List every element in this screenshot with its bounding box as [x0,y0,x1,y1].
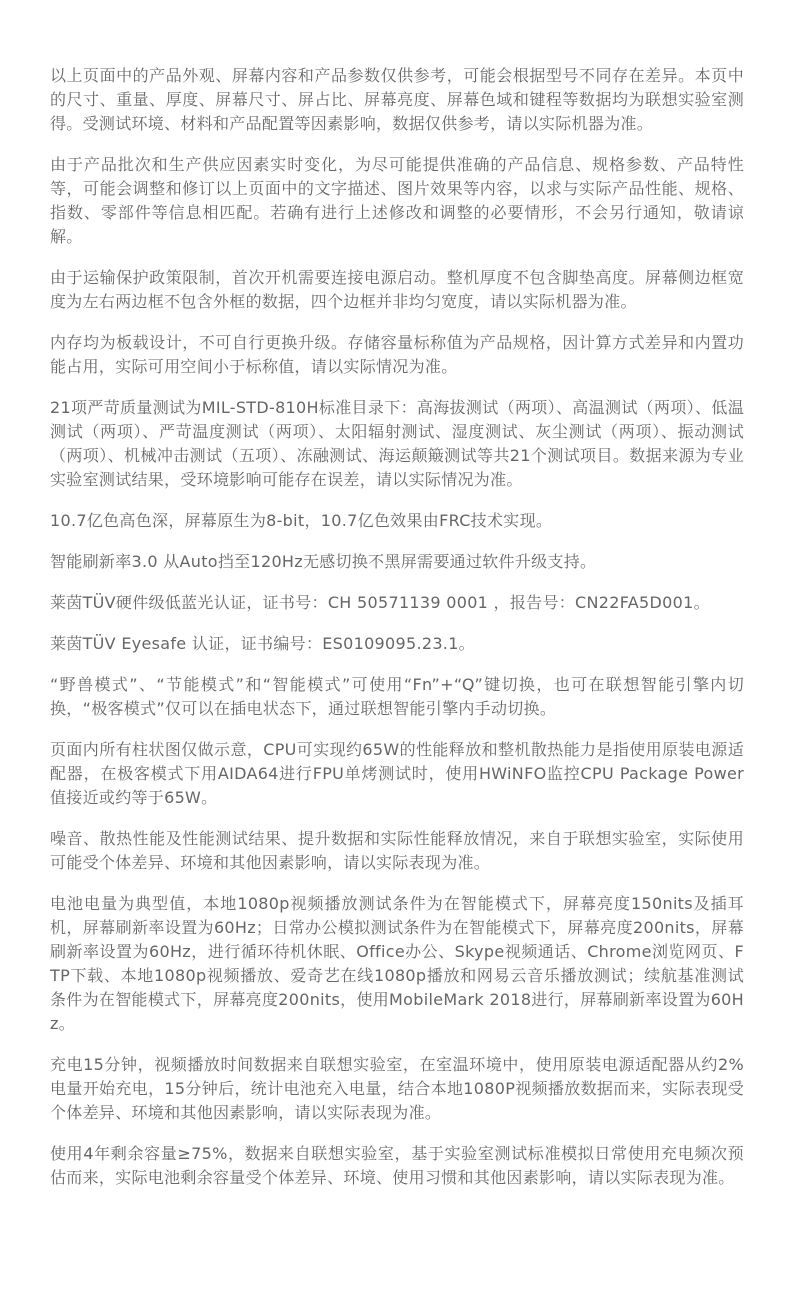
note-cpu-power: 页面内所有柱状图仅做示意，CPU可实现约65W的性能释放和整机散热能力是指使用原装电源适配器，在极客模式下用AIDA64进行FPU单烤测试时，使用HWiNFO监控CPU Package Power值接近或约等于65W。 [50,740,744,807]
note-noise-thermal: 噪音、散热性能及性能测试结果、提升数据和实际性能释放情况，来自于联想实验室，实际使用可能受个体差异、环境和其他因素影响，请以实际表现为准。 [50,829,744,872]
note-performance-modes: “野兽模式”、“节能模式”和“智能模式”可使用“Fn”+“Q”键切换，也可在联想智能引擎内切换，“极客模式”仅可以在插电状态下，通过联想智能引擎内手动切换。 [50,675,744,718]
note-first-boot-power: 由于运输保护政策限制，首次开机需要连接电源启动。整机厚度不包含脚垫高度。屏幕侧边框宽度为左右两边框不包含外框的数据，四个边框并非均匀宽度，请以实际机器为准。 [50,268,744,311]
note-color-depth: 10.7亿色高色深，屏幕原生为8-bit，10.7亿色效果由FRC技术实现。 [50,511,553,530]
note-content-revision: 由于产品批次和生产供应因素实时变化，为尽可能提供准确的产品信息、规格参数、产品特性等，可能会调整和修订以上页面中的文字描述、图片效果等内容，以求与实际产品性能、规格、指数、零部件等信息相匹配。若确有进行上述修改和调整的必要情形，不会另行通知，敬请谅解。 [50,155,744,246]
note-fast-charge: 充电15分钟，视频播放时间数据来自联想实验室，在室温环境中，使用原装电源适配器从约2%电量开始充电，15分钟后，统计电池充入电量，结合本地1080P视频播放数据而来，实际表现受个体差异、环境和其他因素影响，请以实际表现为准。 [50,1055,744,1122]
note-mil-std-testing: 21项严苛质量测试为MIL-STD-810H标准目录下：高海拔测试（两项）、高温测试（两项）、低温测试（两项）、严苛温度测试（两项）、太阳辐射测试、湿度测试、灰尘测试（两项）、振动测试（两项）、机械冲击测试（五项）、冻融测试、海运颠簸测试等共21个测试项目。数据来源为专业实验室测试结果，受环境影响可能存在误差，请以实际情况为准。 [50,398,744,489]
note-battery-capacity: 使用4年剩余容量≥75%，数据来自联想实验室，基于实验室测试标准模拟日常使用充电频次预估而来，实际电池剩余容量受个体差异、环境、使用习惯和其他因素影响，请以实际表现为准。 [50,1144,744,1187]
note-refresh-rate: 智能刷新率3.0 从Auto挡至120Hz无感切换不黑屏需要通过软件升级支持。 [50,552,597,571]
note-tuv-eyesafe: 莱茵TÜV Eyesafe 认证，证书编号：ES0109095.23.1。 [50,634,475,653]
note-memory-storage: 内存均为板载设计，不可自行更换升级。存储容量标称值为产品规格，因计算方式差异和内置功能占用，实际可用空间小于标称值，请以实际情况为准。 [50,333,744,376]
disclaimer-notes [50,64,744,1207]
note-tuv-low-blue-light: 莱茵TÜV硬件级低蓝光认证，证书号：CH 50571139 0001 ，报告号：CN22FA5D001。 [50,593,710,612]
note-appearance-reference: 以上页面中的产品外观、屏幕内容和产品参数仅供参考，可能会根据型号不同存在差异。本页中的尺寸、重量、厚度、屏幕尺寸、屏占比、屏幕亮度、屏幕色域和键程等数据均为联想实验室测得。受测试环境、材料和产品配置等因素影响，数据仅供参考，请以实际机器为准。 [50,66,744,133]
note-battery-life: 电池电量为典型值，本地1080p视频播放测试条件为在智能模式下，屏幕亮度150nits及插耳机，屏幕刷新率设置为60Hz；日常办公模拟测试条件为在智能模式下，屏幕亮度200nits，屏幕刷新率设置为60Hz，进行循环待机休眠、Office办公、Skype视频通话、Chrome浏览网页、FTP下载、本地1080p视频播放、爱奇艺在线1080p播放和网易云音乐播放测试；续航基准测试条件为在智能模式下，屏幕亮度200nits，使用MobileMark 2018进行，屏幕刷新率设置为60Hz。 [50,894,744,1033]
